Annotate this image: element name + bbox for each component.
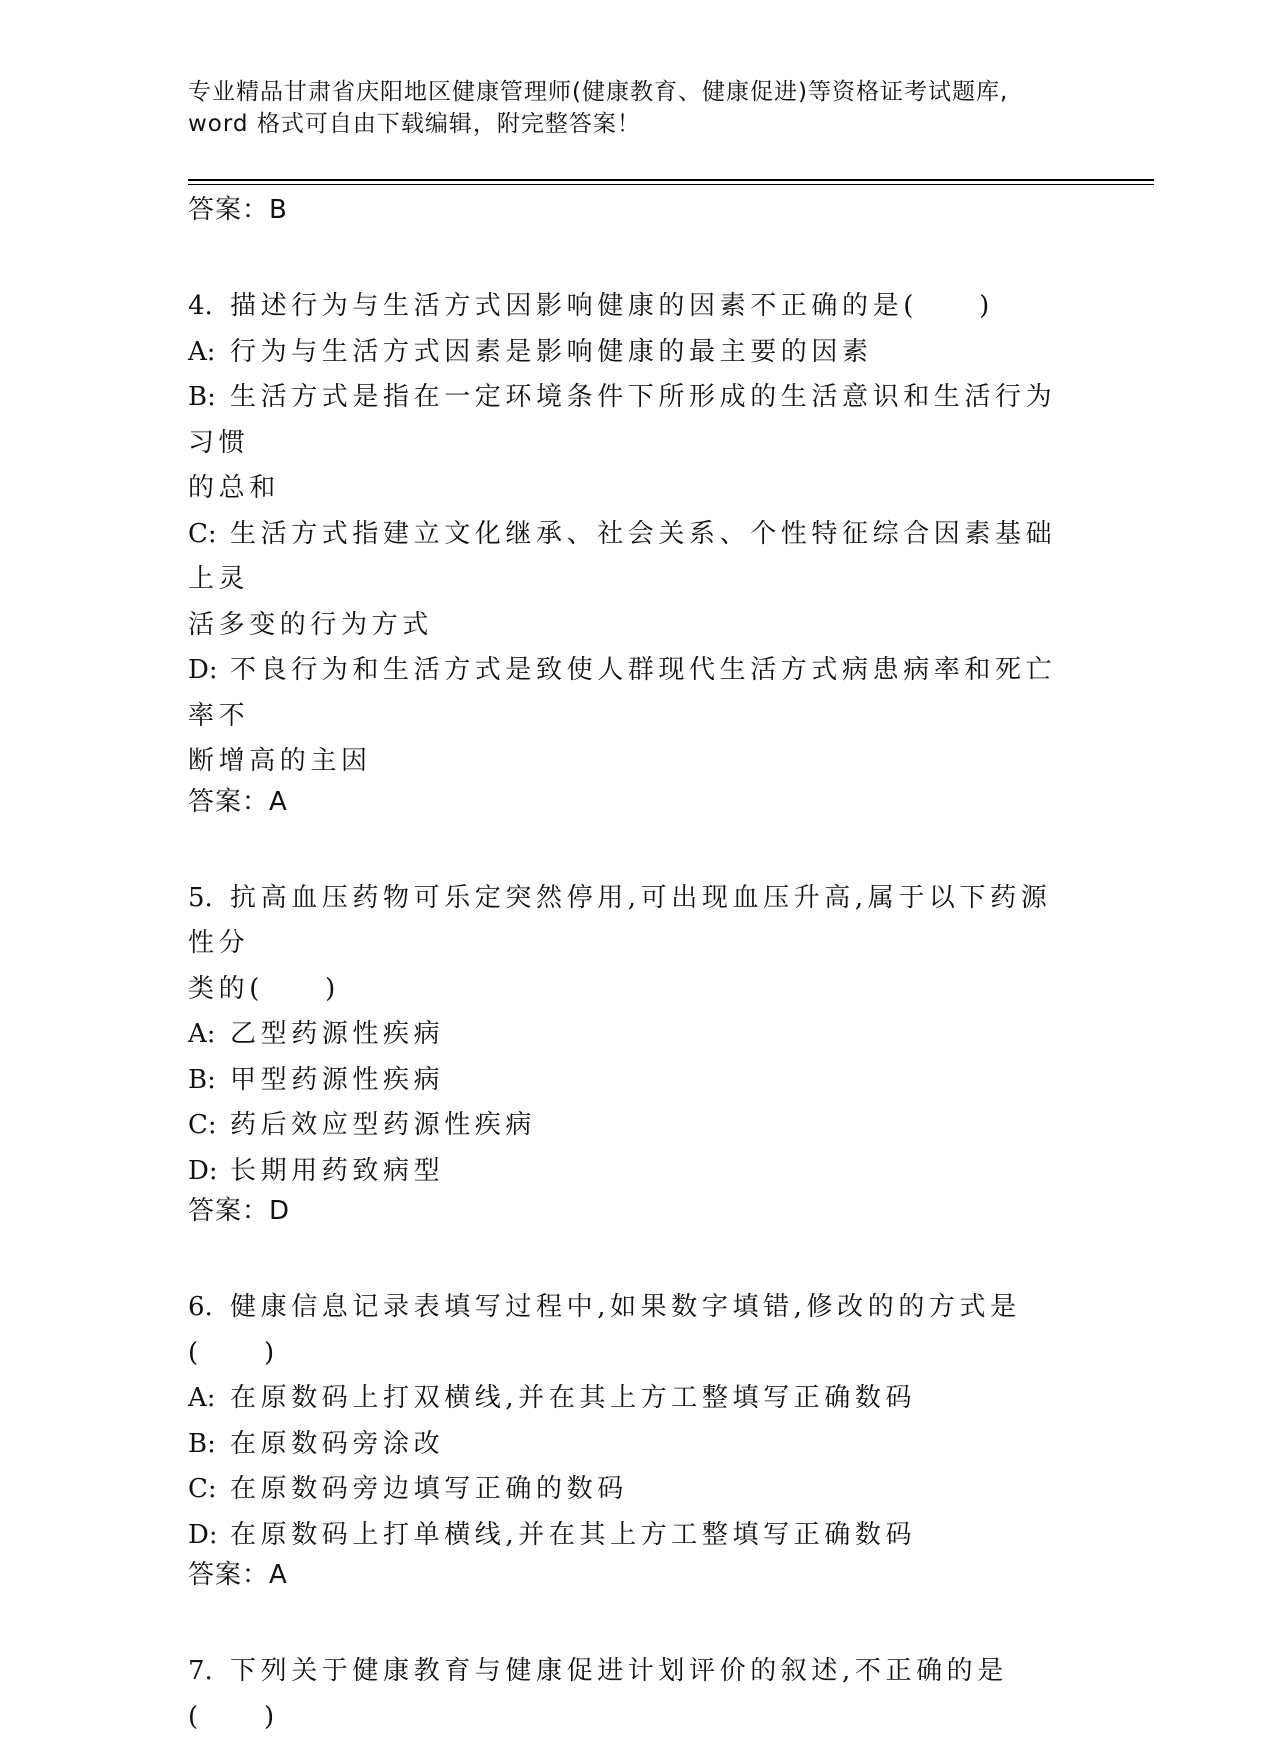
question-stem-line — [188, 1649, 1078, 1740]
option-key: D: — [188, 1519, 218, 1550]
option-line — [188, 512, 1078, 603]
option-text: 生活方式指建立文化继承、社会关系、个性特征综合因素基础上灵 — [188, 518, 1057, 594]
option-key: B: — [188, 382, 216, 412]
option-line — [188, 1376, 1078, 1422]
question-stem-line — [188, 876, 1078, 967]
question-item — [188, 284, 1078, 819]
option-line — [188, 1467, 1078, 1513]
answer-label: 答案：A — [188, 786, 288, 817]
questions-container — [188, 284, 1078, 1740]
option-line — [188, 466, 1078, 512]
option-text: 生活方式是指在一定环境条件下所形成的生活意识和生活行为习惯 — [188, 382, 1057, 458]
option-text: 乙型药源性疾病 — [230, 1019, 445, 1049]
option-key: C: — [188, 1474, 217, 1504]
option-text: 行为与生活方式因素是影响健康的最主要的因素 — [230, 336, 873, 367]
option-line — [188, 330, 1078, 376]
question-item — [188, 876, 1078, 1229]
question-item — [188, 1285, 1078, 1592]
option-text: 在原数码上打单横线,并在其上方工整填写正确数码 — [230, 1519, 917, 1550]
option-text: 的总和 — [188, 473, 280, 503]
option-text: 长期用药致病型 — [230, 1155, 445, 1186]
option-text: 活多变的行为方式 — [188, 609, 433, 640]
question-number: 4. — [188, 291, 213, 321]
header-line-1: 专业精品甘肃省庆阳地区健康管理师(健康教育、健康促进)等资格证考试题库, — [188, 79, 1009, 105]
question-stem-line — [188, 967, 1078, 1013]
question-list — [188, 193, 1078, 1740]
option-key: A: — [188, 1019, 216, 1049]
option-key: D: — [188, 1155, 218, 1186]
option-key: C: — [188, 1110, 217, 1140]
answer-label: 答案：D — [188, 1196, 291, 1226]
option-key: D: — [188, 655, 218, 685]
option-line — [188, 375, 1078, 466]
header-divider-thick — [188, 179, 1154, 181]
question-number: 6. — [188, 1292, 213, 1322]
option-text: 在原数码上打双横线,并在其上方工整填写正确数码 — [230, 1383, 917, 1413]
header-divider-thin — [188, 184, 1154, 185]
option-key: C: — [188, 518, 217, 549]
header-line-2: word 格式可自由下载编辑，附完整答案！ — [188, 111, 641, 137]
option-key: A: — [188, 336, 216, 367]
option-text: 不良行为和生活方式是致使人群现代生活方式病患病率和死亡率不 — [188, 655, 1057, 731]
option-line — [188, 1103, 1078, 1149]
question-stem-line — [188, 284, 1078, 330]
question-stem-text: 描述行为与生活方式因影响健康的因素不正确的是( ) — [230, 291, 994, 321]
option-text: 药后效应型药源性疾病 — [230, 1110, 537, 1140]
option-line — [188, 1012, 1078, 1058]
option-line — [188, 648, 1078, 739]
option-text: 甲型药源性疾病 — [230, 1064, 445, 1095]
option-line — [188, 603, 1078, 649]
question-stem-text: 类的( ) — [188, 973, 340, 1004]
question-stem-text: 健康信息记录表填写过程中,如果数字填错,修改的的方式是( ) — [188, 1292, 1021, 1368]
question-stem-text: 抗高血压药物可乐定突然停用,可出现血压升高,属于以下药源性分 — [188, 882, 1052, 958]
document-header — [188, 76, 1088, 140]
option-line — [188, 1513, 1078, 1559]
question-stem-line — [188, 1285, 1078, 1376]
option-key: A: — [188, 1383, 216, 1413]
option-text: 在原数码旁涂改 — [230, 1428, 445, 1459]
question-item — [188, 1649, 1078, 1740]
option-text: 在原数码旁边填写正确的数码 — [230, 1474, 628, 1504]
option-key: B: — [188, 1428, 216, 1459]
answer-label: 答案：A — [188, 1560, 288, 1590]
question-stem-text: 下列关于健康教育与健康促进计划评价的叙述,不正确的是( ) — [188, 1656, 1008, 1732]
option-line — [188, 1422, 1078, 1468]
option-line — [188, 1058, 1078, 1104]
option-line — [188, 1149, 1078, 1195]
question-number: 5. — [188, 882, 213, 913]
question-number: 7. — [188, 1656, 213, 1686]
option-key: B: — [188, 1064, 216, 1095]
option-text: 断增高的主因 — [188, 746, 372, 776]
option-line — [188, 739, 1078, 785]
previous-answer: 答案：B — [188, 195, 288, 225]
